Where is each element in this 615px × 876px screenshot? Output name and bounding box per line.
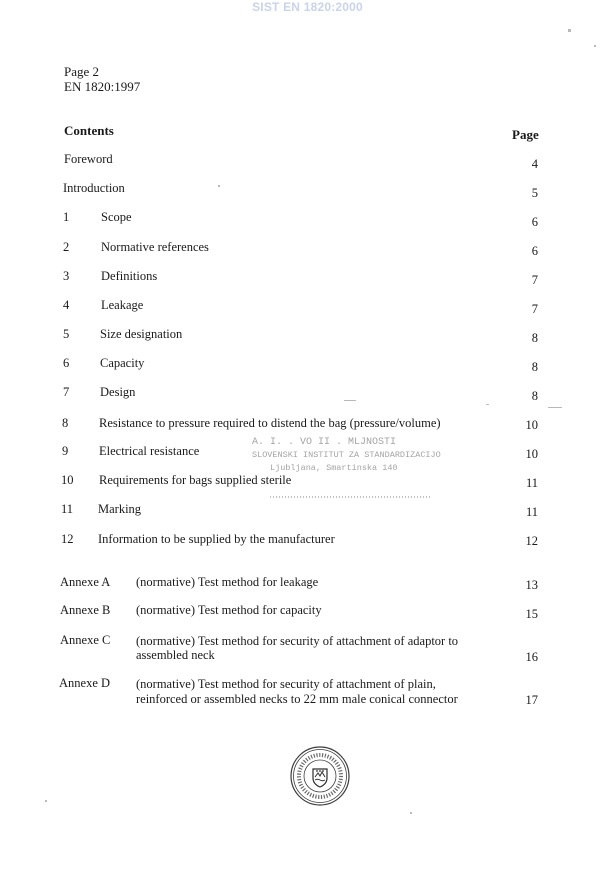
toc-title: Leakage xyxy=(101,298,144,312)
toc-number: 6 xyxy=(63,356,70,370)
annex-label: Annexe C xyxy=(60,633,111,647)
toc-page: 8 xyxy=(531,389,538,403)
toc-title: Resistance to pressure required to distend the bag (pressure/volume) xyxy=(99,416,441,430)
annex-title: (normative) Test method for leakage xyxy=(136,575,319,589)
toc-number: 5 xyxy=(63,327,70,341)
toc-page: 6 xyxy=(531,244,538,258)
contents-title: Contents xyxy=(64,123,114,138)
annex-label: Annexe D xyxy=(59,676,111,690)
annex-title: (normative) Test method for security of attachment of plain, xyxy=(136,677,436,691)
scan-speck xyxy=(344,400,356,401)
stamp-line: SLOVENSKI INSTITUT ZA STANDARDIZACIJO xyxy=(252,450,441,460)
toc-page: 7 xyxy=(531,302,538,316)
toc-title: Scope xyxy=(101,210,132,224)
toc-number: 7 xyxy=(63,385,70,399)
page-header xyxy=(64,64,140,94)
toc-title: Size designation xyxy=(100,327,183,341)
toc-title: Information to be supplied by the manufacturer xyxy=(98,532,335,546)
toc-page: 7 xyxy=(531,273,538,287)
page-number: Page 2 xyxy=(64,64,100,79)
dotted-line xyxy=(270,493,430,501)
toc-page: 12 xyxy=(525,534,538,548)
toc-number: 10 xyxy=(61,473,74,487)
annex-label: Annexe A xyxy=(60,575,111,589)
toc-number: 8 xyxy=(62,416,69,430)
annex-page: 17 xyxy=(525,693,538,707)
toc-page: 8 xyxy=(531,360,538,374)
toc-page: 6 xyxy=(531,215,538,229)
annex-title: (normative) Test method for security of attachment of adaptor to xyxy=(136,634,459,648)
annex-page: 16 xyxy=(525,650,538,664)
toc-number: 2 xyxy=(63,240,70,254)
toc-number: 11 xyxy=(61,502,74,516)
annex-label: Annexe B xyxy=(60,603,111,617)
toc-title: Foreword xyxy=(64,152,113,166)
faded-stamp xyxy=(240,435,440,515)
toc-title: Capacity xyxy=(100,356,145,370)
toc-page: 11 xyxy=(525,505,538,519)
scan-speck xyxy=(45,800,47,802)
scan-speck xyxy=(410,812,412,814)
annex-title-cont: reinforced or assembled necks to 22 mm male conical connector xyxy=(136,692,458,706)
toc-title: Definitions xyxy=(101,269,158,283)
stamp-line: A. I. . VO II . MLJNOSTI xyxy=(252,437,397,448)
scan-speck xyxy=(218,185,220,187)
toc-page: 10 xyxy=(525,447,538,461)
seal-icon xyxy=(289,745,351,807)
toc-title: Normative references xyxy=(101,240,209,254)
toc-title: Electrical resistance xyxy=(99,444,200,458)
annex-title: (normative) Test method for capacity xyxy=(136,603,322,617)
scan-speck xyxy=(594,45,596,47)
toc-page: 8 xyxy=(531,331,538,345)
stamp-line: Ljubljana, Smartinska 140 xyxy=(270,463,398,473)
toc-page: 4 xyxy=(531,157,538,171)
annex-page: 13 xyxy=(525,578,538,592)
annex-title-cont: assembled neck xyxy=(136,648,215,662)
scan-speck xyxy=(548,407,562,408)
toc-number: 9 xyxy=(62,444,69,458)
standard-id: EN 1820:1997 xyxy=(64,79,141,94)
toc-page: 11 xyxy=(525,476,538,490)
toc-number: 4 xyxy=(63,298,70,312)
toc-number: 3 xyxy=(63,269,70,283)
toc-title: Marking xyxy=(98,502,142,516)
scan-speck xyxy=(486,404,489,405)
toc-page: 10 xyxy=(525,418,538,432)
watermark: SIST EN 1820:2000 xyxy=(252,0,363,14)
toc-title: Introduction xyxy=(63,181,125,195)
toc-title: Requirements for bags supplied sterile xyxy=(99,473,292,487)
toc-title: Design xyxy=(100,385,136,399)
toc-number: 1 xyxy=(63,210,70,224)
page-column-label: Page xyxy=(512,127,539,142)
toc-number: 12 xyxy=(61,532,74,546)
toc-page: 5 xyxy=(531,186,538,200)
annex-page: 15 xyxy=(525,607,538,621)
scan-speck xyxy=(568,29,571,32)
